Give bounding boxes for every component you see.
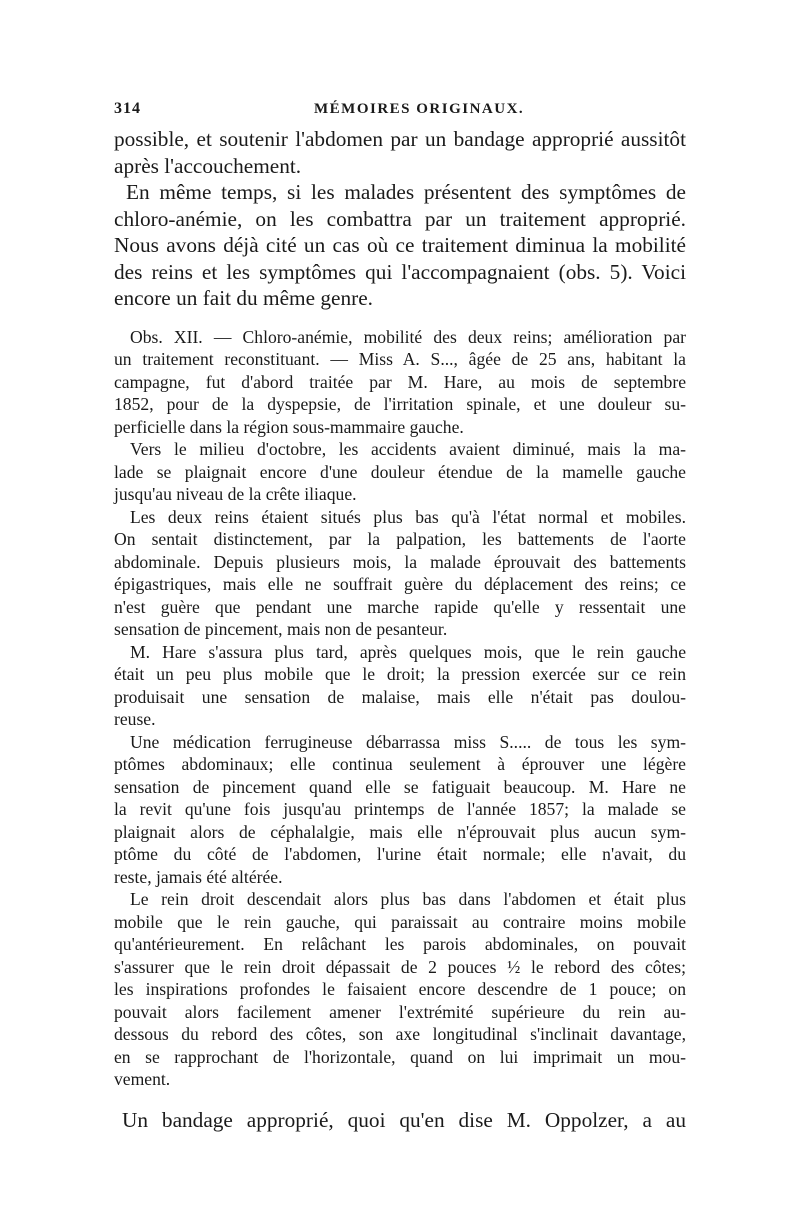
- text-line: s'assurer que le rein droit dépassait de 2 pouces ½ le rebord des côtes;: [114, 956, 686, 977]
- text-line: reuse.: [114, 709, 156, 729]
- paragraph-5: [114, 641, 686, 731]
- text-line: sensation de pincement quand elle se fatiguait beaucoup. M. Hare ne: [114, 776, 686, 797]
- text-line: produisait une sensation de malaise, mais elle n'était pas doulou-: [114, 686, 686, 707]
- text-line: Le rein droit descendait alors plus bas dans l'abdomen et était plus: [130, 889, 686, 909]
- page: [114, 100, 686, 1133]
- text-line: dessous du rebord des côtes, son axe longitudinal s'inclinait davantage,: [114, 1024, 686, 1044]
- text-line: était un peu plus mobile que le droit; la pression exercée sur ce rein: [114, 664, 686, 684]
- text-line: M. Hare s'assura plus tard, après quelques mois, que le rein gauche: [130, 641, 686, 662]
- text-line: ptômes abdominaux; elle continua seulement à éprouver une légère: [114, 754, 686, 774]
- text-line: sensation de pincement, mais non de pesanteur.: [114, 619, 448, 639]
- text-line: campagne, fut d'abord traitée par M. Hare, au mois de septembre: [114, 371, 686, 392]
- text-line: en se rapprochant de l'horizontale, quand on lui imprimait un mou-: [114, 1046, 686, 1067]
- text-line: Vers le milieu d'octobre, les accidents avaient diminué, mais la ma-: [130, 439, 686, 459]
- text-line: encore un fait du même genre.: [114, 286, 373, 310]
- text-line: possible, et soutenir l'abdomen par un bandage approprié aussitôt: [114, 127, 686, 151]
- paragraph-3: [114, 438, 686, 506]
- text-line: épigastriques, mais elle ne souffrait guère du déplacement des reins; ce: [114, 574, 686, 594]
- running-title: MÉMOIRES ORIGINAUX.: [314, 101, 525, 117]
- paragraph-7: [114, 888, 686, 1091]
- text-line: qu'antérieurement. En relâchant les parois abdominales, on pouvait: [114, 934, 686, 954]
- text-line: mobile que le rein gauche, qui paraissait au contraire moins mobile: [114, 911, 686, 932]
- text-line: Les deux reins étaient situés plus bas qu'à l'état normal et mobiles.: [130, 506, 686, 527]
- paragraph-4: [114, 506, 686, 641]
- paragraph-6: [114, 731, 686, 889]
- paragraph-2: [114, 179, 686, 312]
- text-line: vement.: [114, 1069, 171, 1089]
- page-header: [114, 100, 686, 126]
- text-line: n'est guère que pendant une marche rapide qu'elle y ressentait une: [114, 596, 686, 617]
- text-line: abdominale. Depuis plusieurs mois, la malade éprouvait des battements: [114, 551, 686, 572]
- text-line: Nous avons déjà cité un cas où ce traitement diminua la mobilité: [114, 233, 686, 257]
- text-line: après l'accouchement.: [114, 153, 302, 178]
- paragraph-1: [114, 126, 686, 179]
- paragraph-8: [114, 1107, 686, 1134]
- text-line: En même temps, si les malades présentent des symptômes de: [126, 180, 686, 204]
- text-line: les inspirations profondes le faisaient encore descendre de 1 pouce; on: [114, 979, 686, 999]
- text-line: Un bandage approprié, quoi qu'en dise M. Oppolzer, a au: [122, 1107, 686, 1132]
- text-line: plaignait alors de céphalalgie, mais elle n'éprouvait plus aucun sym-: [114, 821, 686, 842]
- text-line: pouvait alors facilement amener l'extrémité supérieure du rein au-: [114, 1001, 686, 1022]
- page-number: 314: [114, 100, 141, 117]
- text-line: jusqu'au niveau de la crête iliaque.: [114, 484, 357, 504]
- text-line: chloro-anémie, on les combattra par un traitement approprié.: [114, 206, 686, 231]
- text-line: un traitement reconstituant. — Miss A. S..., âgée de 25 ans, habitant la: [114, 349, 686, 369]
- text-line: ptôme du côté de l'abdomen, l'urine était normale; elle n'avait, du: [114, 844, 686, 864]
- text-line: des reins et les symptômes qui l'accompagnaient (obs. 5). Voici: [114, 259, 686, 284]
- text-line: lade se plaignait encore d'une douleur étendue de la mamelle gauche: [114, 461, 686, 482]
- text-line: 1852, pour de la dyspepsie, de l'irritation spinale, et une douleur su-: [114, 394, 686, 414]
- observation-heading: [114, 326, 686, 439]
- text-line: reste, jamais été altérée.: [114, 866, 283, 887]
- text-line: Obs. XII. — Chloro-anémie, mobilité des deux reins; amélioration par: [130, 326, 686, 347]
- text-line: On sentait distinctement, par la palpation, les battements de l'aorte: [114, 529, 686, 549]
- text-line: perficielle dans la région sous-mammaire gauche.: [114, 416, 464, 437]
- text-line: la revit qu'une fois jusqu'au printemps de l'année 1857; la malade se: [114, 799, 686, 819]
- text-line: Une médication ferrugineuse débarrassa miss S..... de tous les sym-: [130, 731, 686, 752]
